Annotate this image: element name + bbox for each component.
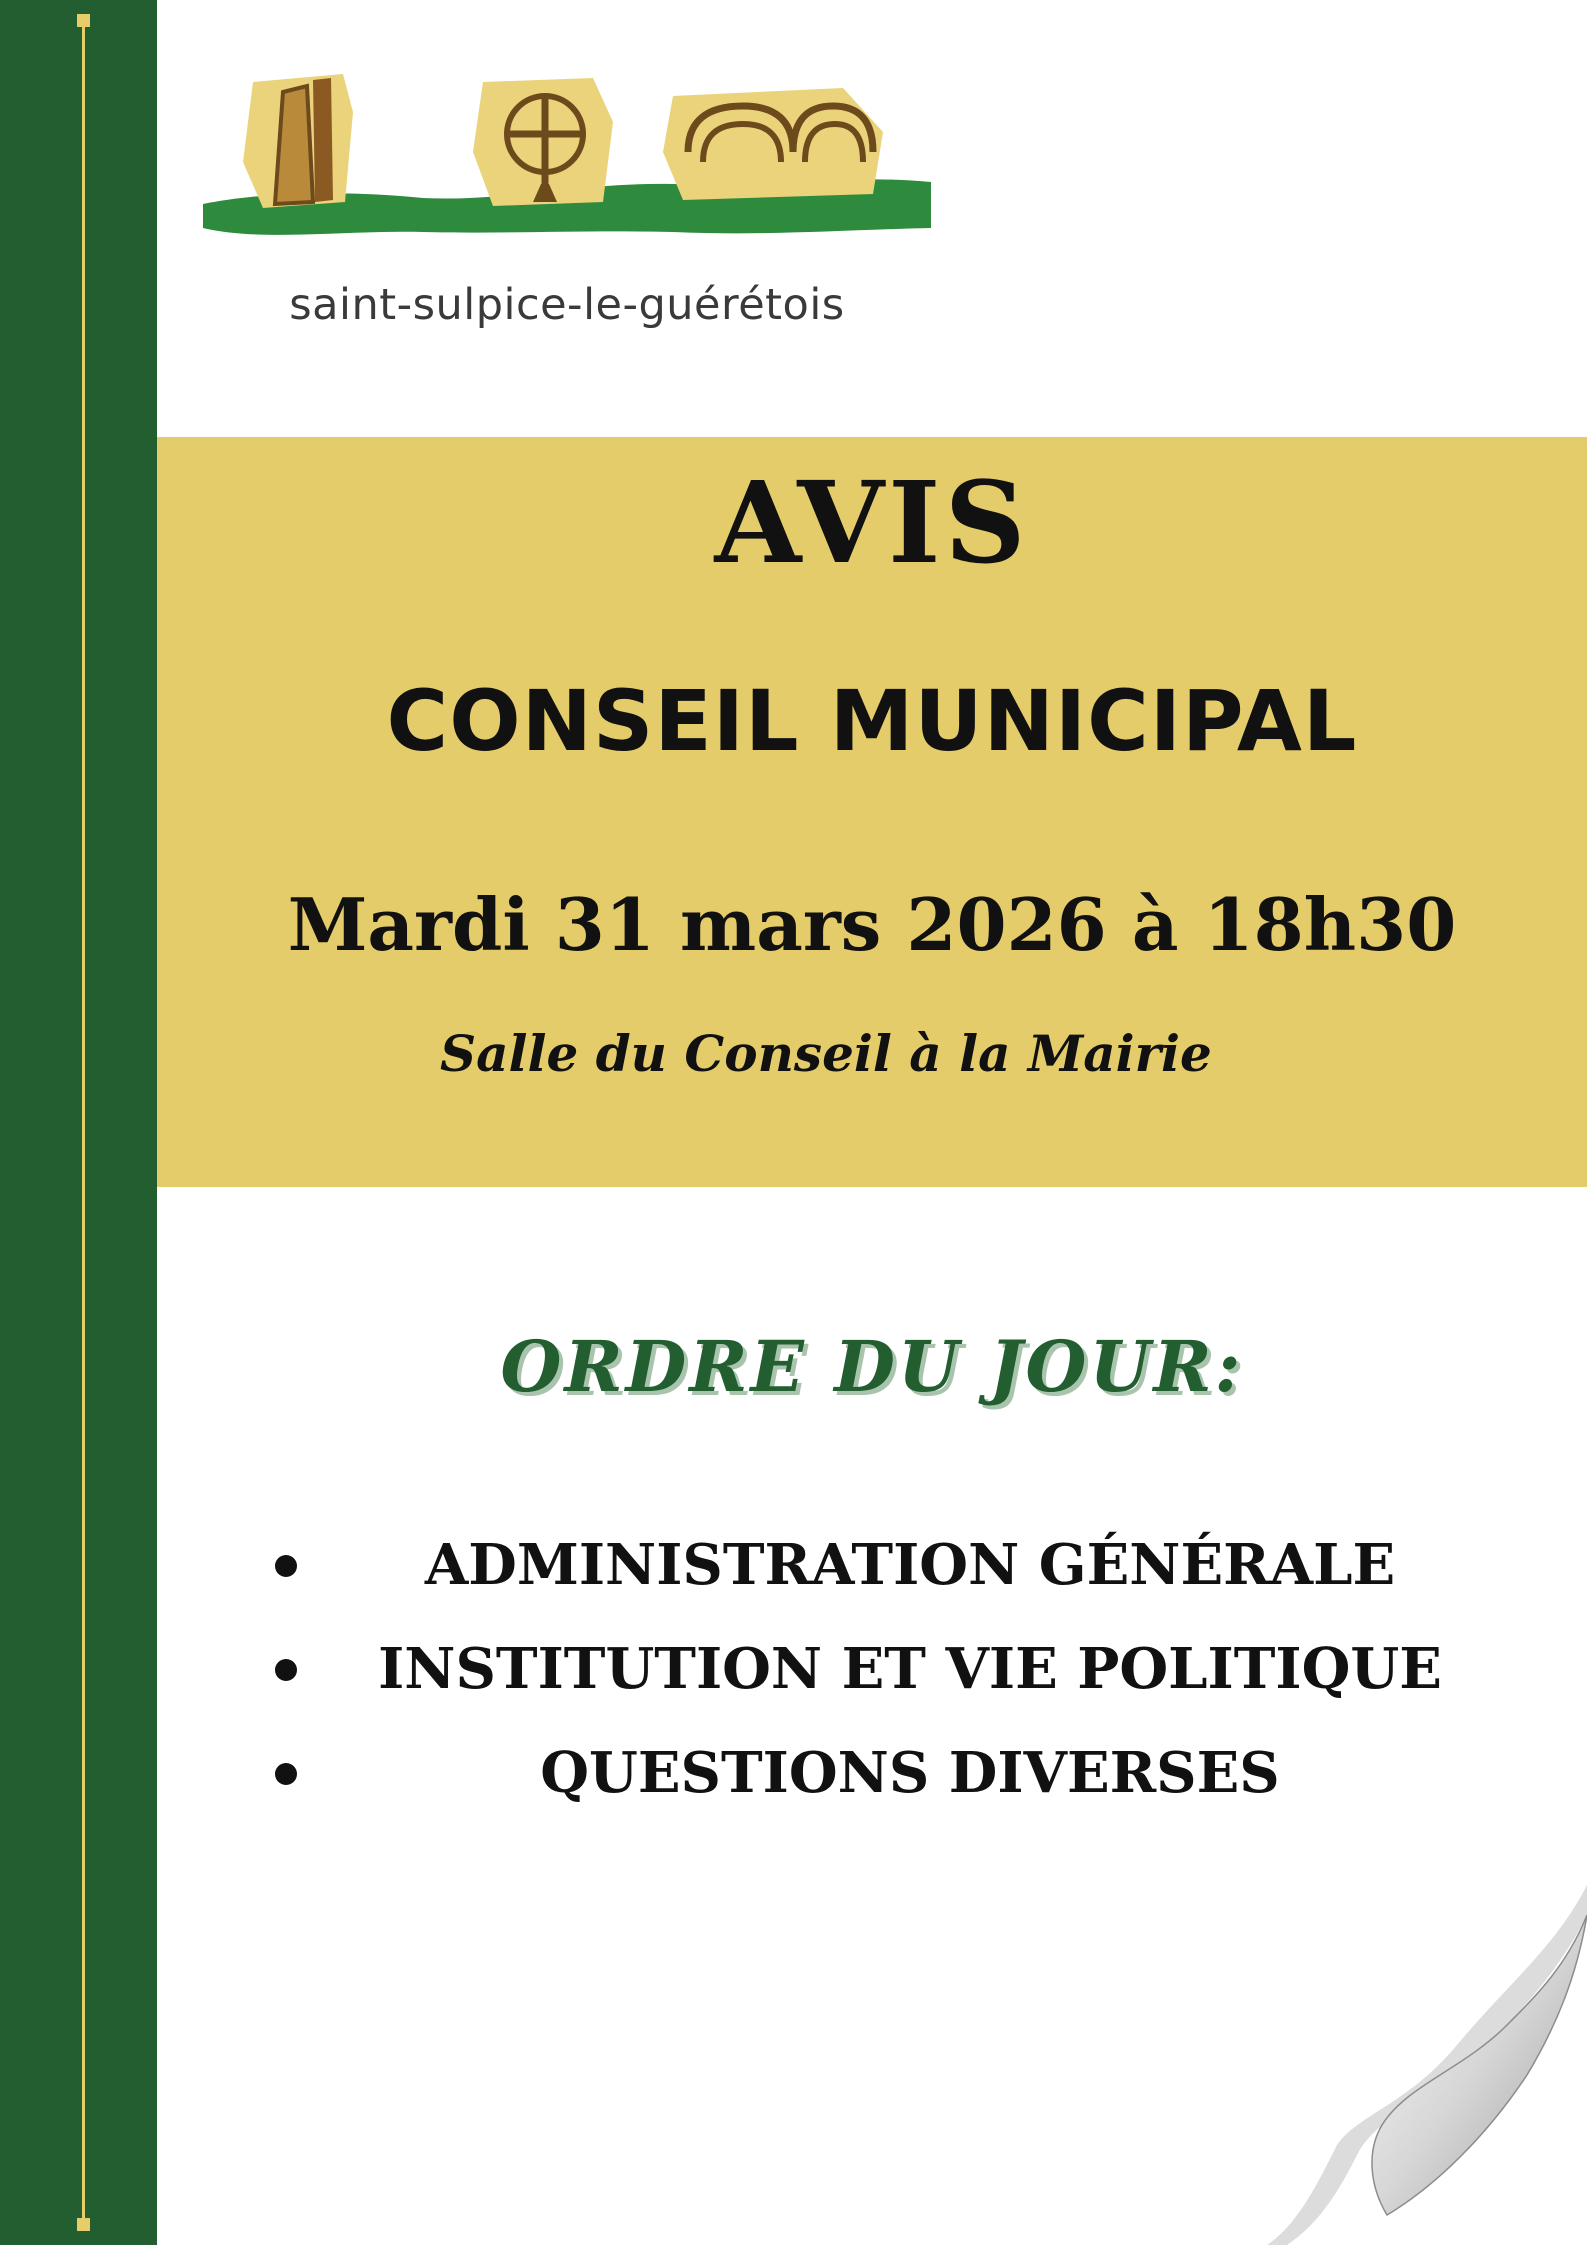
- logo-illustration: [203, 52, 931, 282]
- meeting-venue: Salle du Conseil à la Mairie: [440, 1024, 1212, 1083]
- agenda-item-label: QUESTIONS DIVERSES: [540, 1740, 1280, 1806]
- list-item: [0, 1624, 1587, 1714]
- accent-line-cap-bottom: [77, 2218, 90, 2231]
- page-curl-icon: [1257, 1885, 1587, 2245]
- list-item: [0, 1728, 1587, 1818]
- sidebar-band: [0, 0, 157, 2245]
- meeting-date: Mardi 31 mars 2026 à 18h30: [287, 882, 1457, 967]
- bullet-icon: [275, 1555, 297, 1577]
- commune-logo: [203, 52, 931, 337]
- bullet-icon: [275, 1659, 297, 1681]
- agenda-heading: ORDRE DU JOUR:: [500, 1325, 1244, 1408]
- notice-title: AVIS: [714, 458, 1030, 589]
- bullet-icon: [275, 1763, 297, 1785]
- list-item: [0, 1520, 1587, 1610]
- accent-line-cap-top: [77, 14, 90, 27]
- ruined-tower-icon: [243, 74, 353, 208]
- agenda-item-label: INSTITUTION ET VIE POLITIQUE: [378, 1636, 1442, 1702]
- celtic-cross-tree-icon: [473, 78, 613, 206]
- notice-subtitle: CONSEIL MUNICIPAL: [386, 672, 1358, 770]
- bridge-arches-icon: [663, 88, 883, 200]
- sidebar-accent-line: [82, 20, 85, 2224]
- agenda-item-label: ADMINISTRATION GÉNÉRALE: [424, 1532, 1396, 1598]
- logo-caption: saint-sulpice-le-guérétois: [289, 280, 845, 330]
